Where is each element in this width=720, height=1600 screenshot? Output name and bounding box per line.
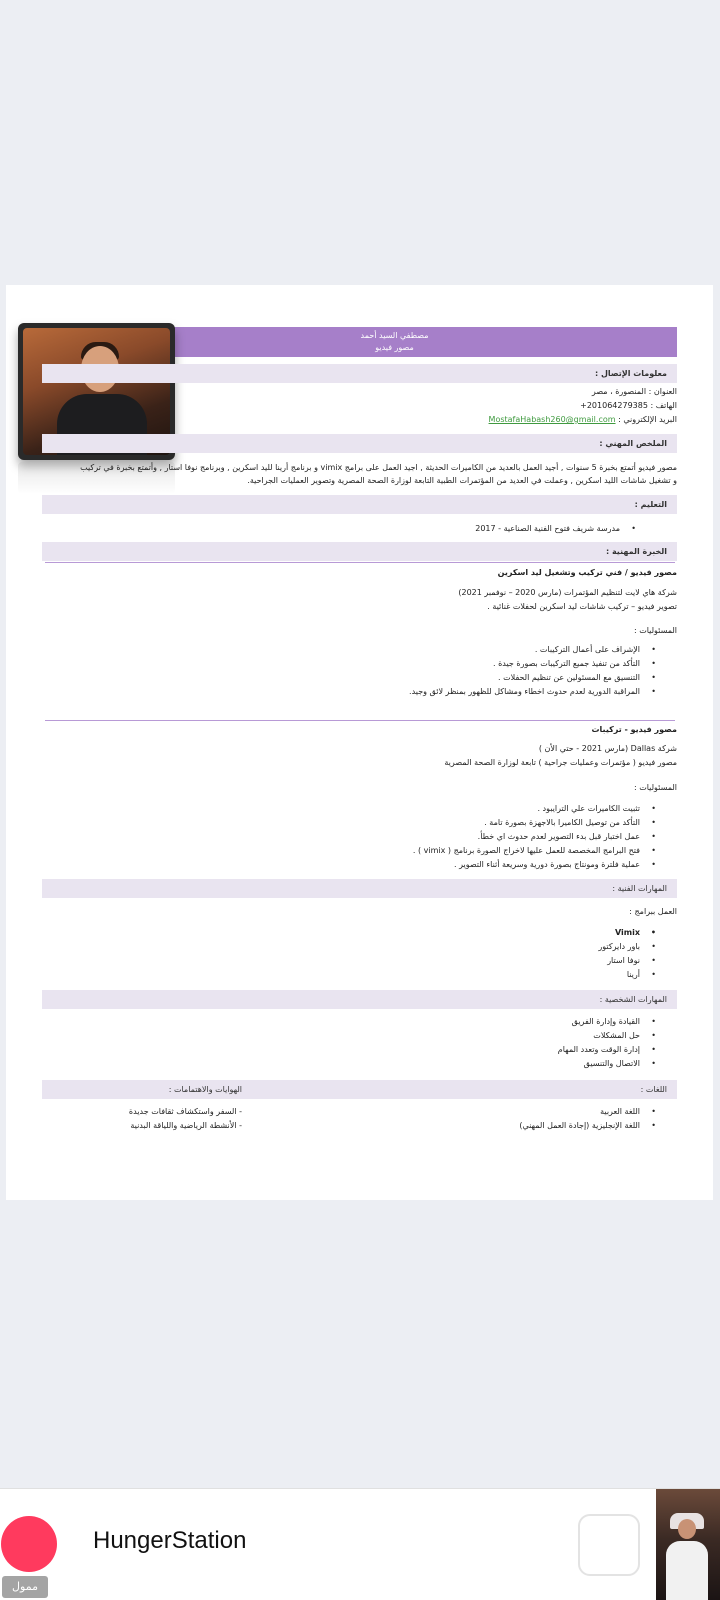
job1-title: مصور فيديو / فني تركيب وتشغيل ليد اسكرين xyxy=(497,568,677,577)
job2-resp-list xyxy=(413,802,640,872)
list-item: إدارة الوقت وتعدد المهام • xyxy=(558,1043,640,1057)
list-item: القيادة وإدارة الفريق • xyxy=(558,1015,640,1029)
contact-email-row xyxy=(489,413,677,426)
brand-name[interactable]: HungerStation xyxy=(93,1527,247,1554)
list-item: عملية فلترة ومونتاج بصورة دورية وسريعة أثناء التصوير . • xyxy=(413,858,640,872)
list-item: الاتصال والتنسيق • xyxy=(558,1057,640,1071)
list-item: المراقبة الدورية لعدم حدوث اخطاء ومشاكل للظهور بمنظر لائق وجيد. • xyxy=(409,685,640,699)
education-item: مدرسة شريف فتوح الفنية الصناعية - 2017 • xyxy=(475,522,620,536)
list-item: التنسيق مع المسئولين عن تنظيم الحفلات . • xyxy=(409,671,640,685)
soft-skills-list xyxy=(558,1015,640,1071)
job2-title: مصور فيديو - تركيبات xyxy=(591,725,677,734)
list-item: - الأنشطة الرياضية واللياقة البدنية xyxy=(130,1121,242,1130)
list-item: أرينا • xyxy=(598,968,640,982)
contact-phone: الهاتف : 201064279385+ xyxy=(580,401,677,410)
list-item: اللغة العربية • xyxy=(519,1105,640,1119)
resume-name: مصطفي السيد أحمد xyxy=(360,331,429,340)
list-item: باور دايركتور • xyxy=(598,940,640,954)
list-item: نوفا استار • xyxy=(598,954,640,968)
email-label: البريد الإلكتروني : xyxy=(618,415,677,424)
tech-skills-list xyxy=(598,926,640,982)
list-item: التأكد من تنفيذ جميع التركيبات بصورة جيدة . • xyxy=(409,657,640,671)
hobbies-title: الهوايات والاهتمامات : xyxy=(168,1085,242,1094)
job2-company: شركة Dallas (مارس 2021 - حتي الأن ) xyxy=(538,744,677,753)
summary-line-1: مصور فيديو أتمتع بخبرة 5 سنوات , أجيد العمل بالعديد من الكاميرات الحديثة , اجيد العمل على برامج vimix و برنامج أرينا لليد اسكرين , وبرنامج نوفا استار , وأتمتع بخبرة في تركيب xyxy=(80,463,677,472)
divider xyxy=(45,720,675,721)
list-item: الإشراف على أعمال التركيبات . • xyxy=(409,643,640,657)
ad-thumbnail[interactable] xyxy=(656,1489,720,1600)
list-item: اللغة الإنجليزية (إجادة العمل المهني) • xyxy=(519,1119,640,1133)
job1-resp-header: المسئوليات : xyxy=(633,626,677,635)
list-item: حل المشكلات • xyxy=(558,1029,640,1043)
list-item: تثبيت الكاميرات علي الترايبود . • xyxy=(413,802,640,816)
soft-skills-header: المهارات الشخصية : xyxy=(42,990,677,1009)
resume-job-title: مصور فيديو xyxy=(375,343,414,352)
job1-desc: تصوير فيديو – تركيب شاشات ليد اسكرين لحفلات غنائية . xyxy=(487,602,677,611)
hobbies-list xyxy=(129,1105,242,1133)
list-item: فتح البرامج المخصصة للعمل عليها لاخراج الصورة برنامج ( vimix ) . • xyxy=(413,844,640,858)
languages-header xyxy=(42,1080,677,1099)
list-item: - السفر واستكشاف ثقافات جديدة xyxy=(128,1107,242,1116)
list-item: التأكد من توصيل الكاميرا بالاجهزة بصورة تامة . • xyxy=(413,816,640,830)
job2-resp-header: المسئوليات : xyxy=(633,783,677,792)
languages-list xyxy=(519,1105,640,1133)
summary-line-2: و تشغيل شاشات الليد اسكرين , وعملت في العديد من المؤتمرات الطبية التابعة لوزارة الصحة المصرية وتصوير العمليات الجراحية. xyxy=(247,476,677,485)
divider xyxy=(45,562,675,563)
tech-skills-header: المهارات الفنية : xyxy=(42,879,677,898)
job1-resp-list xyxy=(409,643,640,699)
contact-address: العنوان : المنصورة ، مصر xyxy=(591,387,677,396)
job2-desc: مصور فيديو ( مؤتمرات وعمليات جراحية ) تابعة لوزارة الصحة المصرية xyxy=(444,758,677,767)
sponsored-badge: ممول xyxy=(2,1576,48,1598)
email-link[interactable]: MostafaHabash260@gmail.com xyxy=(488,415,616,424)
ad-action-button[interactable] xyxy=(578,1514,640,1576)
tech-skills-sub: العمل ببرامج : xyxy=(629,907,677,916)
summary-header: الملخص المهني : xyxy=(42,434,677,453)
languages-title: اللغات : xyxy=(640,1085,667,1094)
list-item: Vimix • xyxy=(598,926,640,940)
job1-company: شركة هاي لايت لتنظيم المؤتمرات (مارس 2020 – نوفمبر 2021) xyxy=(458,588,677,597)
contact-header: معلومات الإتصال : xyxy=(42,364,677,383)
education-header: التعليم : xyxy=(42,495,677,514)
resume-header xyxy=(112,327,677,357)
list-item: عمل اختبار قبل بدء التصوير لعدم حدوث اي خطأ. • xyxy=(413,830,640,844)
experience-header: الخبرة المهنية : xyxy=(42,542,677,561)
brand-logo-icon[interactable] xyxy=(1,1516,57,1572)
education-list xyxy=(475,522,620,536)
